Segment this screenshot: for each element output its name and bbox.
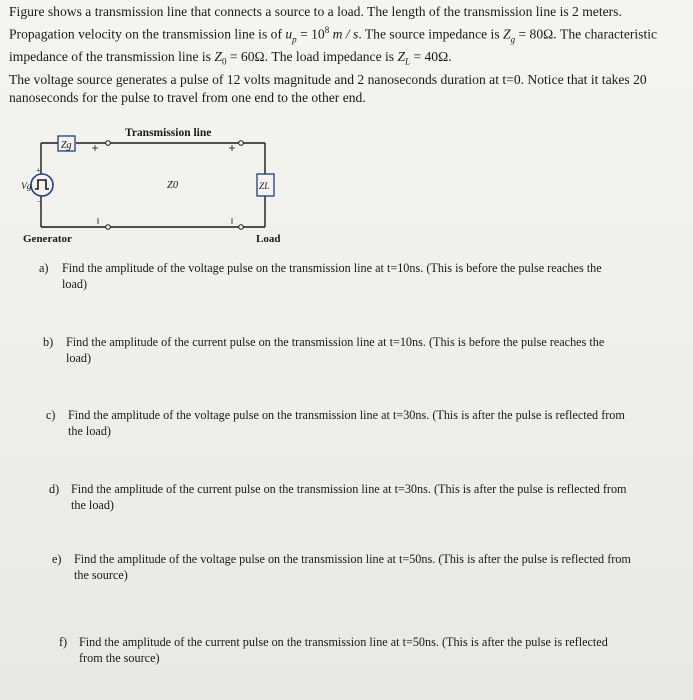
generator-label: Generator (23, 233, 72, 245)
symbol-zg-subscript: g (510, 34, 516, 45)
zl-label: ZL (259, 182, 270, 192)
intro-line-1: Figure shows a transmission line that connects a source to a load. The length of the transmission line is 2 meters. (9, 4, 622, 19)
transmission-line-title: Transmission line (125, 127, 212, 139)
question-line-1: Find the amplitude of the voltage pulse on the transmission line at t=30ns. (This is after the pulse is reflected from (68, 408, 625, 422)
question-line-1: Find the amplitude of the current pulse on the transmission line at t=10ns. (This is before the pulse reaches the (66, 335, 605, 349)
terminal-top-right (239, 141, 244, 146)
zg-label: Zg (61, 140, 72, 151)
z0-label: Z0 (167, 180, 179, 191)
intro-line-2-text-a: Propagation velocity on the transmission line is of (9, 26, 286, 42)
question-letter: e) (52, 552, 62, 566)
question-text (79, 635, 608, 666)
question-line-1: Find the amplitude of the current pulse on the transmission line at t=30ns. (This is after the pulse is reflected from (71, 482, 627, 496)
intro-line-2 (9, 21, 689, 48)
problem-statement (9, 3, 689, 107)
question-line-1: Find the amplitude of the current pulse on the transmission line at t=50ns. (This is after the pulse is reflected (79, 635, 608, 649)
intro-line-2-text-e: = 80Ω. The characteristic (515, 26, 658, 42)
load-label: Load (256, 233, 281, 245)
symbol-zl-subscript: L (405, 56, 411, 67)
intro-line-3 (9, 48, 689, 71)
intro-line-5: nanoseconds for the pulse to travel from one end to the other end. (9, 89, 366, 105)
voltage-source-symbol (31, 174, 53, 196)
symbol-zl: Z (397, 49, 406, 65)
terminal-bottom-right (239, 225, 244, 230)
exponent: 8 (324, 25, 330, 35)
symbol-z0: Z (214, 49, 222, 65)
question-line-2: load) (66, 350, 92, 365)
question-line-2: the load) (68, 423, 111, 438)
question-text (62, 261, 602, 292)
terminal-bottom-left (106, 225, 111, 230)
intro-line-2-text-b: = 10 (296, 26, 325, 42)
intro-line-3-text-a: impedance of the transmission line is (9, 49, 215, 65)
question-text (74, 552, 631, 583)
symbol-u: u (285, 26, 293, 42)
source-plus-sign: + (36, 166, 41, 175)
question-letter: d) (49, 482, 60, 496)
question-line-2: from the source) (79, 650, 160, 665)
vg-label: Vg (21, 182, 32, 192)
question-letter: a) (39, 261, 49, 275)
question-line-2: the source) (74, 567, 128, 582)
terminal-top-left (106, 141, 111, 146)
intro-line-4: The voltage source generates a pulse of 12 volts magnitude and 2 nanoseconds duration at t=0. Notice that it takes 20 (9, 71, 647, 87)
question-line-2: the load) (71, 497, 114, 512)
unit-velocity: m / s (329, 26, 359, 42)
intro-line-2-text-d: . The source impedance is (358, 26, 504, 42)
question-letter: c) (46, 408, 56, 422)
source-minus-sign: − (37, 197, 42, 206)
intro-line-3-text-b: = 60Ω. The load impedance is (226, 49, 398, 65)
question-text (71, 482, 627, 513)
question-text (66, 335, 604, 366)
transmission-line-diagram (0, 118, 300, 253)
symbol-u-subscript: p (292, 34, 297, 45)
intro-line-3-text-c: = 40Ω. (410, 49, 452, 65)
symbol-zg: Z (503, 26, 511, 42)
question-letter: b) (43, 335, 54, 349)
question-line-2: load) (62, 276, 88, 291)
question-letter: f) (59, 635, 68, 649)
symbol-z0-subscript: 0 (221, 56, 227, 67)
question-line-1: Find the amplitude of the voltage pulse on the transmission line at t=10ns. (This is before the pulse reaches the (62, 261, 602, 275)
question-line-1: Find the amplitude of the voltage pulse on the transmission line at t=50ns. (This is after the pulse is reflected from (74, 552, 631, 566)
question-text (68, 408, 625, 439)
